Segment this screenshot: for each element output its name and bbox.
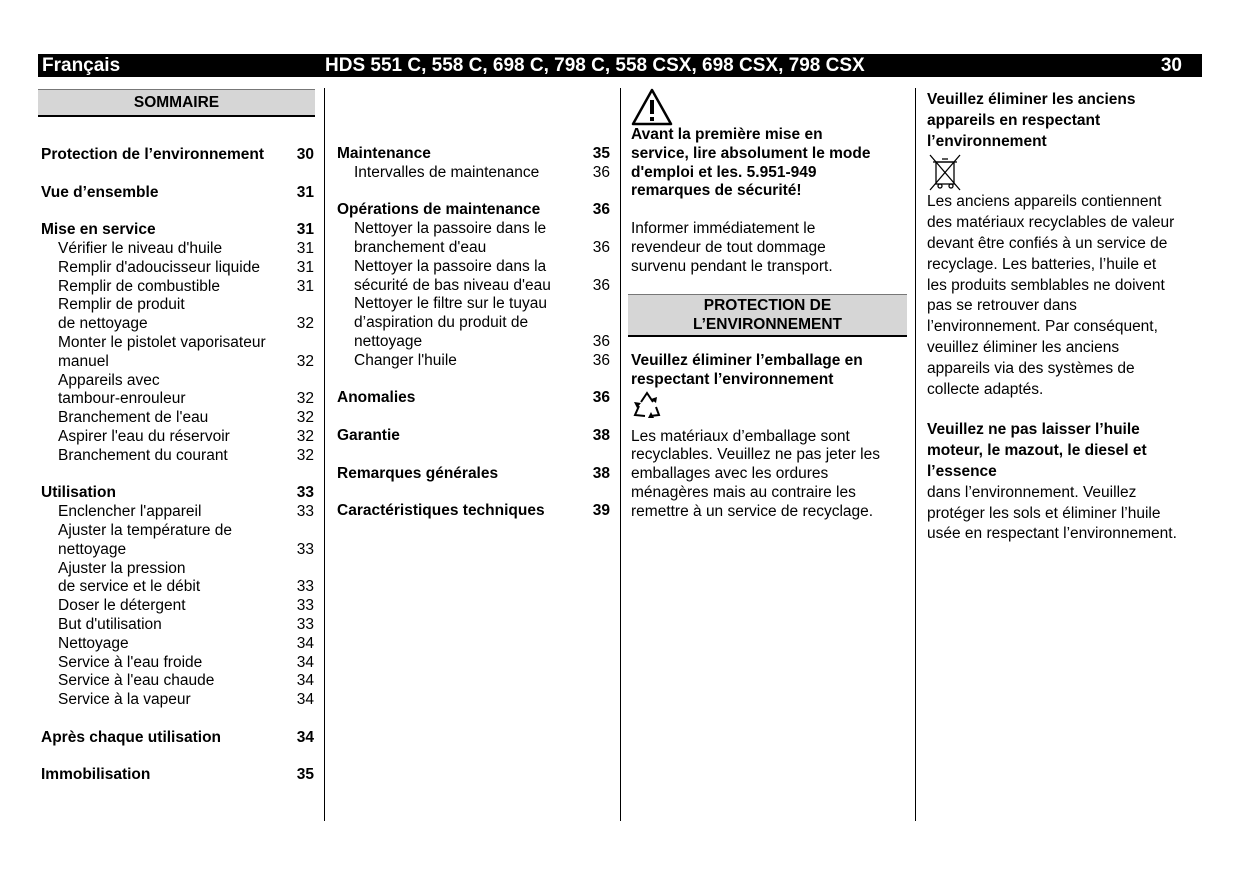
oil-heading <box>927 420 1207 482</box>
toc-subentry[interactable] <box>41 372 314 391</box>
text-line: l’environnement. Par conséquent, <box>927 318 1158 336</box>
toc-entry-label: Nettoyer le filtre sur le tuyau <box>354 295 547 313</box>
text-line: remarques de sécurité! <box>631 182 802 200</box>
toc-page-number: 33 <box>296 540 314 558</box>
warning-triangle-icon <box>631 88 673 126</box>
toc-entry-label: Remplir de produit <box>58 296 185 314</box>
column-divider-1 <box>324 88 325 821</box>
page-header <box>38 54 1202 77</box>
toc-subentry[interactable] <box>337 352 610 371</box>
text-line: PROTECTION DE <box>703 297 832 314</box>
toc-entry-label: de service et le débit <box>58 578 201 596</box>
toc-subentry[interactable] <box>337 277 610 296</box>
toc-page-number: 31 <box>296 258 314 276</box>
toc-page-number: 32 <box>296 352 314 370</box>
toc-entry-label: Remplir de combustible <box>58 277 220 295</box>
toc-title: SOMMAIRE <box>38 89 315 117</box>
text-line: Veuillez éliminer les anciens <box>927 91 1136 108</box>
text-line: recyclage. Les batteries, l’huile et <box>927 255 1157 273</box>
toc-page-number: 33 <box>296 615 314 633</box>
toc-page-number: 36 <box>592 389 610 407</box>
toc-subentry[interactable] <box>41 278 314 297</box>
toc-entry-label: Nettoyer la passoire dans la <box>354 257 547 275</box>
toc-entry-label: Remarques générales <box>337 464 499 482</box>
text-line: pas se retrouver dans <box>927 297 1077 315</box>
toc-subentry[interactable] <box>41 259 314 278</box>
toc-page-number: 32 <box>296 446 314 464</box>
toc-entry-label: tambour-enrouleur <box>58 390 186 408</box>
toc-section-entry[interactable] <box>337 201 610 220</box>
toc-page-number <box>292 334 314 353</box>
toc-entry-label: Appareils avec <box>58 371 160 389</box>
text-line: service, lire absolument le mode <box>631 144 871 162</box>
text-line: emballages avec les ordures <box>631 465 829 483</box>
toc-page-number: 32 <box>296 390 314 408</box>
text-line: appareils en respectant <box>927 111 1101 129</box>
toc-entry-label: Vue d’ensemble <box>41 183 159 201</box>
text-line: remettre à un service de recyclage. <box>631 502 874 520</box>
text-line: dans l’environnement. Veuillez <box>927 483 1137 501</box>
toc-entry-label: branchement d'eau <box>354 238 487 256</box>
text-line: l’essence <box>927 462 997 480</box>
toc-page-number <box>292 296 314 315</box>
text-line: l’environnement <box>927 132 1047 150</box>
crossed-bin-icon <box>927 152 963 192</box>
text-line: revendeur de tout dommage <box>631 238 826 256</box>
text-line: Veuillez ne pas laisser l’huile <box>927 421 1140 439</box>
header-model: HDS 551 C, 558 C, 698 C, 798 C, 558 CSX, 698 CSX, 798 CSX <box>325 55 865 76</box>
toc-page-number: 34 <box>296 634 314 652</box>
text-line: devant être confiés à un service de <box>927 234 1168 252</box>
toc-subentry[interactable] <box>41 672 314 691</box>
toc-section-entry[interactable] <box>41 221 314 240</box>
text-line: usée en respectant l’environnement. <box>927 525 1177 543</box>
toc-entry-label: Intervalles de maintenance <box>354 163 540 181</box>
toc-entry-label: Nettoyage <box>58 634 129 652</box>
old-devices-heading <box>927 90 1207 152</box>
recycle-icon <box>631 390 663 420</box>
header-page-number: 30 <box>1160 55 1182 76</box>
toc-page-number: 35 <box>296 766 314 784</box>
toc-subentry[interactable] <box>41 428 314 447</box>
toc-section-entry[interactable] <box>41 184 314 203</box>
toc-page-number: 34 <box>296 691 314 709</box>
toc-page-number: 34 <box>296 653 314 671</box>
toc-subentry[interactable] <box>337 314 610 333</box>
toc-entry-label: sécurité de bas niveau d'eau <box>354 276 551 294</box>
toc-subentry[interactable] <box>337 220 610 239</box>
toc-entry-label: Branchement du courant <box>58 446 228 464</box>
text-line: d'emploi et les. 5.951-949 <box>631 163 817 181</box>
toc-page-number: 33 <box>296 503 314 521</box>
toc-section-entry[interactable] <box>41 146 314 165</box>
disposal-column <box>927 90 1207 545</box>
toc-subentry[interactable] <box>41 522 314 541</box>
toc-subentry[interactable] <box>41 578 314 597</box>
toc-page-number: 32 <box>296 427 314 445</box>
toc-entry-label: Opérations de maintenance <box>337 201 541 219</box>
toc-page-number: 30 <box>296 146 314 163</box>
text-line: survenu pendant le transport. <box>631 257 833 275</box>
toc-subentry[interactable] <box>41 409 314 428</box>
toc-subentry[interactable] <box>41 654 314 673</box>
toc-page-number: 32 <box>296 315 314 333</box>
toc-subentry[interactable] <box>337 295 610 314</box>
toc-page-number: 34 <box>296 672 314 690</box>
toc-entry-label: Maintenance <box>337 145 431 162</box>
toc-entry-label: Monter le pistolet vaporisateur <box>58 333 266 351</box>
toc-page-number: 36 <box>592 238 610 256</box>
column-divider-2 <box>620 88 621 821</box>
text-line: les produits semblables ne doivent <box>927 276 1165 294</box>
toc-subentry[interactable] <box>41 597 314 616</box>
toc-page-number <box>292 372 314 391</box>
environment-section-box <box>628 294 907 337</box>
toc-entry-label: Enclencher l'appareil <box>58 503 202 521</box>
toc-entry-label: Utilisation <box>41 484 116 502</box>
packaging-section <box>631 352 909 522</box>
text-line: Veuillez éliminer l’emballage en <box>631 352 863 369</box>
toc-page-number: 36 <box>592 276 610 294</box>
toc-page-number: 36 <box>592 332 610 350</box>
text-line: protéger les sols et éliminer l’huile <box>927 504 1161 522</box>
text-line: collecte adaptés. <box>927 380 1044 398</box>
toc-page-number: 33 <box>296 484 314 502</box>
toc-entry-label: Branchement de l'eau <box>58 409 209 427</box>
toc-page-number: 36 <box>592 201 610 219</box>
toc-subentry[interactable] <box>337 239 610 258</box>
toc-column-2 <box>337 145 610 521</box>
toc-subentry[interactable] <box>337 333 610 352</box>
toc-subentry[interactable] <box>41 315 314 334</box>
toc-section-entry[interactable] <box>41 729 314 748</box>
toc-subentry[interactable] <box>337 164 610 183</box>
toc-entry-label: Nettoyer la passoire dans le <box>354 220 547 238</box>
text-line: Avant la première mise en <box>631 126 823 143</box>
safety-column <box>631 88 909 277</box>
text-line: L’ENVIRONNEMENT <box>693 316 842 333</box>
toc-entry-label: Service à l'eau froide <box>58 653 203 671</box>
toc-subentry[interactable] <box>41 635 314 654</box>
toc-subentry[interactable] <box>337 258 610 277</box>
text-line: moteur, le mazout, le diesel et <box>927 442 1147 460</box>
toc-entry-label: Anomalies <box>337 389 416 407</box>
toc-page-number: 34 <box>296 728 314 746</box>
toc-page-number: 33 <box>296 578 314 596</box>
toc-page-number: 31 <box>296 183 314 201</box>
toc-page-number <box>292 560 314 579</box>
text-line: Les anciens appareils contiennent <box>927 193 1162 211</box>
toc-section-entry[interactable] <box>337 145 610 164</box>
header-language: Français <box>42 55 121 76</box>
toc-page-number: 35 <box>592 145 610 162</box>
toc-section-entry[interactable] <box>41 766 314 785</box>
toc-page-number <box>292 522 314 541</box>
toc-page-number: 31 <box>296 221 314 239</box>
toc-page-number <box>588 295 610 314</box>
toc-page-number <box>588 314 610 333</box>
toc-page-number <box>588 258 610 277</box>
text-line: ménagères mais au contraire les <box>631 483 856 501</box>
text-line: des matériaux recyclables de valeur <box>927 214 1175 232</box>
toc-page-number <box>588 220 610 239</box>
toc-page-number: 31 <box>296 277 314 295</box>
toc-entry-label: Service à l'eau chaude <box>58 672 215 690</box>
toc-subentry[interactable] <box>41 353 314 372</box>
toc-subentry[interactable] <box>41 616 314 635</box>
toc-page-number: 32 <box>296 409 314 427</box>
toc-page-number: 36 <box>592 351 610 369</box>
toc-entry-label: Mise en service <box>41 221 156 239</box>
text-line: recyclables. Veuillez ne pas jeter les <box>631 446 880 464</box>
toc-page-number: 33 <box>296 597 314 615</box>
safety-warning <box>631 126 909 201</box>
toc-subentry[interactable] <box>41 334 314 353</box>
toc-page-number: 39 <box>592 502 610 520</box>
toc-subentry[interactable] <box>41 447 314 466</box>
packaging-heading <box>631 352 909 390</box>
old-devices-text <box>927 192 1207 400</box>
toc-subentry[interactable] <box>41 390 314 409</box>
toc-page-number: 38 <box>592 426 610 444</box>
packaging-text <box>631 428 909 522</box>
toc-entry-label: d’aspiration du produit de <box>354 314 529 332</box>
toc-entry-label: Immobilisation <box>41 766 151 784</box>
toc-entry-label: nettoyage <box>58 540 127 558</box>
toc-entry-label: Garantie <box>337 426 400 444</box>
toc-page-number: 36 <box>592 163 610 181</box>
toc-subentry[interactable] <box>41 541 314 560</box>
toc-entry-label: Vérifier le niveau d'huile <box>58 239 223 257</box>
text-line: veuillez éliminer les anciens <box>927 338 1120 356</box>
toc-entry-label: de nettoyage <box>58 315 148 333</box>
text-line: appareils via des systèmes de <box>927 359 1135 377</box>
toc-title-box <box>38 89 315 117</box>
transport-damage-note <box>631 220 909 276</box>
toc-page-number: 31 <box>296 239 314 257</box>
toc-section-entry[interactable] <box>337 465 610 484</box>
toc-section-entry[interactable] <box>41 484 314 503</box>
toc-subentry[interactable] <box>41 503 314 522</box>
toc-entry-label: nettoyage <box>354 332 423 350</box>
text-line: Les matériaux d’emballage sont <box>631 427 850 445</box>
toc-section-entry[interactable] <box>337 389 610 408</box>
toc-entry-label: Ajuster la température de <box>58 521 233 539</box>
toc-subentry[interactable] <box>41 296 314 315</box>
text-line: Informer immédiatement le <box>631 220 816 238</box>
toc-subentry[interactable] <box>41 240 314 259</box>
toc-entry-label: But d'utilisation <box>58 615 162 633</box>
toc-entry-label: manuel <box>58 352 109 370</box>
column-divider-3 <box>915 88 916 821</box>
toc-entry-label: Aspirer l'eau du réservoir <box>58 427 230 445</box>
toc-entry-label: Protection de l’environnement <box>41 146 265 163</box>
toc-column-1 <box>41 146 314 785</box>
toc-entry-label: Après chaque utilisation <box>41 728 222 746</box>
toc-entry-label: Caractéristiques techniques <box>337 502 545 520</box>
toc-entry-label: Changer l'huile <box>354 351 457 369</box>
toc-section-entry[interactable] <box>337 502 610 521</box>
toc-entry-label: Doser le détergent <box>58 597 186 615</box>
toc-section-entry[interactable] <box>337 427 610 446</box>
toc-entry-label: Service à la vapeur <box>58 691 191 709</box>
toc-subentry[interactable] <box>41 560 314 579</box>
environment-section-title <box>628 294 907 337</box>
toc-subentry[interactable] <box>41 691 314 710</box>
toc-entry-label: Remplir d'adoucisseur liquide <box>58 258 260 276</box>
toc-page-number: 38 <box>592 464 610 482</box>
toc-entry-label: Ajuster la pression <box>58 559 186 577</box>
text-line: respectant l’environnement <box>631 370 834 388</box>
oil-text <box>927 483 1207 545</box>
